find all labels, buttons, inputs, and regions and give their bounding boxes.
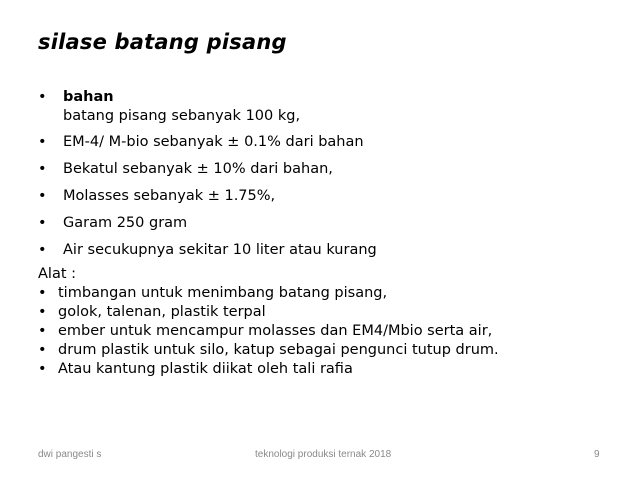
materials-heading-detail: batang pisang sebanyak 100 kg, xyxy=(63,108,301,124)
bullet-icon: • xyxy=(38,215,47,231)
list-item xyxy=(38,187,618,206)
list-item-text: timbangan untuk menimbang batang pisang, xyxy=(58,285,388,301)
bullet-icon: • xyxy=(38,134,47,150)
materials-list xyxy=(38,88,618,268)
list-item-text: golok, talenan, plastik terpal xyxy=(58,304,266,320)
list-item-text: drum plastik untuk silo, katup sebagai pengunci tutup drum. xyxy=(58,342,499,358)
list-item-text: EM-4/ M-bio sebanyak ± 0.1% dari bahan xyxy=(63,134,364,150)
bullet-icon: • xyxy=(38,285,47,301)
list-item-text: Bekatul sebanyak ± 10% dari bahan, xyxy=(63,161,333,177)
bullet-icon: • xyxy=(38,361,47,377)
bullet-icon: • xyxy=(38,161,47,177)
footer-author: dwi pangesti s xyxy=(38,449,102,460)
list-item xyxy=(38,360,628,379)
tools-heading: Alat : xyxy=(38,266,77,282)
list-item-text: Air secukupnya sekitar 10 liter atau kurang xyxy=(63,242,377,258)
bullet-icon: • xyxy=(38,89,47,105)
bullet-icon: • xyxy=(38,304,47,320)
tools-section xyxy=(38,265,628,379)
slide-title: silase batang pisang xyxy=(38,30,287,54)
bullet-icon: • xyxy=(38,188,47,204)
bullet-icon: • xyxy=(38,242,47,258)
list-item-text: Garam 250 gram xyxy=(63,215,188,231)
list-item xyxy=(38,322,628,341)
bullet-icon: • xyxy=(38,323,47,339)
list-item xyxy=(38,214,618,233)
list-item xyxy=(38,284,628,303)
bullet-icon: • xyxy=(38,342,47,358)
list-item-text: Molasses sebanyak ± 1.75%, xyxy=(63,188,276,204)
list-item-text: ember untuk mencampur molasses dan EM4/Mbio serta air, xyxy=(58,323,493,339)
list-item-text: Atau kantung plastik diikat oleh tali rafia xyxy=(58,361,353,377)
footer-course: teknologi produksi ternak 2018 xyxy=(255,449,392,460)
list-item xyxy=(38,303,628,322)
list-item xyxy=(38,133,618,152)
materials-heading: bahan xyxy=(63,89,114,105)
list-item xyxy=(38,241,618,260)
list-item xyxy=(38,88,618,126)
list-item xyxy=(38,341,628,360)
page-number: 9 xyxy=(594,449,600,460)
list-item xyxy=(38,160,618,179)
